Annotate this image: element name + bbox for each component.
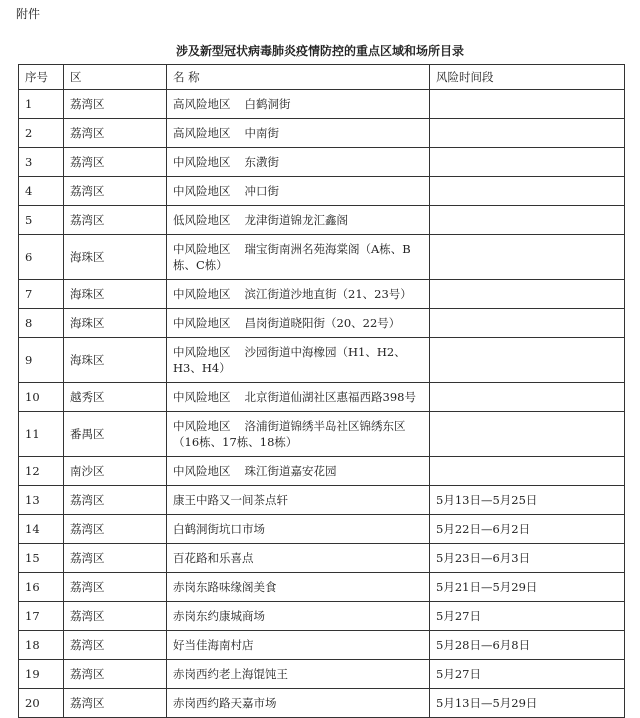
risk-level: 高风险地区	[173, 97, 231, 111]
table-row	[19, 206, 625, 235]
place-name: 冲口街	[244, 184, 279, 198]
place-name: 北京街道仙湖社区惠福西路398号	[244, 390, 416, 404]
header-district: 区	[64, 65, 167, 90]
row-period	[430, 119, 625, 148]
risk-area-table	[18, 64, 625, 718]
table-row	[19, 90, 625, 119]
row-number: 1	[19, 90, 64, 119]
row-district: 荔湾区	[64, 689, 167, 718]
place-name: 洛浦街道锦绣半岛社区锦绣东区（16栋、17栋、18栋）	[173, 419, 406, 449]
row-district: 荔湾区	[64, 660, 167, 689]
place-name: 东漖街	[244, 155, 279, 169]
place-name: 昌岗街道晓阳街（20、22号）	[244, 316, 401, 330]
row-district: 海珠区	[64, 309, 167, 338]
place-name: 龙津街道锦龙汇鑫阁	[244, 213, 348, 227]
row-name	[167, 280, 430, 309]
row-period	[430, 383, 625, 412]
table-row	[19, 148, 625, 177]
header-period: 风险时间段	[430, 65, 625, 90]
row-number: 19	[19, 660, 64, 689]
table-row	[19, 544, 625, 573]
row-name	[167, 689, 430, 718]
risk-level: 中风险地区	[173, 464, 231, 478]
header-no: 序号	[19, 65, 64, 90]
row-number: 12	[19, 457, 64, 486]
row-period: 5月13日—5月25日	[430, 486, 625, 515]
row-period	[430, 457, 625, 486]
row-name	[167, 457, 430, 486]
row-name	[167, 660, 430, 689]
place-name: 赤岗东路味缘阁美食	[173, 580, 277, 594]
row-number: 2	[19, 119, 64, 148]
row-period: 5月27日	[430, 660, 625, 689]
risk-level: 中风险地区	[173, 287, 231, 301]
row-name	[167, 206, 430, 235]
table-row	[19, 235, 625, 280]
table-row	[19, 412, 625, 457]
risk-level: 中风险地区	[173, 155, 231, 169]
row-period: 5月21日—5月29日	[430, 573, 625, 602]
row-district: 海珠区	[64, 235, 167, 280]
row-district: 荔湾区	[64, 119, 167, 148]
table-row	[19, 486, 625, 515]
table-row	[19, 309, 625, 338]
table-row	[19, 689, 625, 718]
row-period	[430, 90, 625, 119]
row-period	[430, 309, 625, 338]
row-period	[430, 338, 625, 383]
row-district: 越秀区	[64, 383, 167, 412]
table-row	[19, 573, 625, 602]
row-name	[167, 90, 430, 119]
row-period	[430, 177, 625, 206]
table-row	[19, 457, 625, 486]
row-district: 荔湾区	[64, 486, 167, 515]
row-district: 荔湾区	[64, 177, 167, 206]
table-row	[19, 119, 625, 148]
table-row	[19, 660, 625, 689]
risk-level: 中风险地区	[173, 345, 231, 359]
place-name: 白鹤洞街坑口市场	[173, 522, 265, 536]
row-name	[167, 515, 430, 544]
place-name: 赤岗东约康城商场	[173, 609, 265, 623]
row-district: 荔湾区	[64, 515, 167, 544]
row-number: 15	[19, 544, 64, 573]
row-district: 荔湾区	[64, 602, 167, 631]
table-header-row	[19, 65, 625, 90]
row-period	[430, 235, 625, 280]
table-row	[19, 338, 625, 383]
row-number: 4	[19, 177, 64, 206]
row-number: 9	[19, 338, 64, 383]
place-name: 百花路和乐喜点	[173, 551, 254, 565]
row-period: 5月23日—6月3日	[430, 544, 625, 573]
attachment-label: 附件	[16, 7, 41, 21]
risk-level: 低风险地区	[173, 213, 231, 227]
row-name	[167, 573, 430, 602]
row-number: 16	[19, 573, 64, 602]
row-number: 11	[19, 412, 64, 457]
row-district: 荔湾区	[64, 573, 167, 602]
page-title: 涉及新型冠状病毒肺炎疫情防控的重点区域和场所目录	[175, 44, 464, 58]
row-number: 20	[19, 689, 64, 718]
row-district: 荔湾区	[64, 544, 167, 573]
place-name: 康王中路又一间茶点轩	[173, 493, 288, 507]
table-row	[19, 177, 625, 206]
row-district: 海珠区	[64, 338, 167, 383]
row-period	[430, 148, 625, 177]
risk-level: 中风险地区	[173, 316, 231, 330]
row-district: 荔湾区	[64, 206, 167, 235]
row-number: 3	[19, 148, 64, 177]
row-number: 8	[19, 309, 64, 338]
row-name	[167, 309, 430, 338]
row-district: 荔湾区	[64, 90, 167, 119]
place-name: 中南街	[244, 126, 279, 140]
row-name	[167, 412, 430, 457]
row-name	[167, 486, 430, 515]
row-district: 荔湾区	[64, 631, 167, 660]
row-number: 10	[19, 383, 64, 412]
row-number: 17	[19, 602, 64, 631]
table-row	[19, 631, 625, 660]
risk-level: 中风险地区	[173, 184, 231, 198]
place-name: 赤岗西约路天嘉市场	[173, 696, 277, 710]
row-name	[167, 631, 430, 660]
table-row	[19, 383, 625, 412]
place-name: 沙园街道中海橡园（H1、H2、H3、H4）	[173, 345, 406, 375]
table-body	[19, 90, 625, 718]
row-name	[167, 383, 430, 412]
row-name	[167, 177, 430, 206]
row-number: 7	[19, 280, 64, 309]
row-period	[430, 412, 625, 457]
place-name: 瑞宝街南洲名苑海棠阁（A栋、B栋、C栋）	[173, 242, 411, 272]
row-district: 荔湾区	[64, 148, 167, 177]
place-name: 白鹤洞街	[244, 97, 291, 111]
row-number: 13	[19, 486, 64, 515]
row-district: 海珠区	[64, 280, 167, 309]
row-number: 18	[19, 631, 64, 660]
row-period	[430, 206, 625, 235]
place-name: 好当佳海南村店	[173, 638, 254, 652]
row-name	[167, 544, 430, 573]
row-name	[167, 235, 430, 280]
risk-level: 中风险地区	[173, 419, 231, 433]
row-period: 5月22日—6月2日	[430, 515, 625, 544]
row-number: 14	[19, 515, 64, 544]
header-name: 名 称	[167, 65, 430, 90]
risk-level: 中风险地区	[173, 242, 231, 256]
table-row	[19, 280, 625, 309]
row-period: 5月13日—5月29日	[430, 689, 625, 718]
row-name	[167, 338, 430, 383]
table-row	[19, 602, 625, 631]
risk-level: 中风险地区	[173, 390, 231, 404]
row-district: 番禺区	[64, 412, 167, 457]
table-row	[19, 515, 625, 544]
place-name: 珠江街道嘉安花园	[244, 464, 337, 478]
place-name: 赤岗西约老上海馄饨王	[173, 667, 288, 681]
row-name	[167, 148, 430, 177]
row-name	[167, 602, 430, 631]
row-period: 5月27日	[430, 602, 625, 631]
place-name: 滨江街道沙地直街（21、23号）	[244, 287, 412, 301]
row-period: 5月28日—6月8日	[430, 631, 625, 660]
risk-level: 高风险地区	[173, 126, 231, 140]
row-district: 南沙区	[64, 457, 167, 486]
row-period	[430, 280, 625, 309]
row-name	[167, 119, 430, 148]
row-number: 6	[19, 235, 64, 280]
row-number: 5	[19, 206, 64, 235]
